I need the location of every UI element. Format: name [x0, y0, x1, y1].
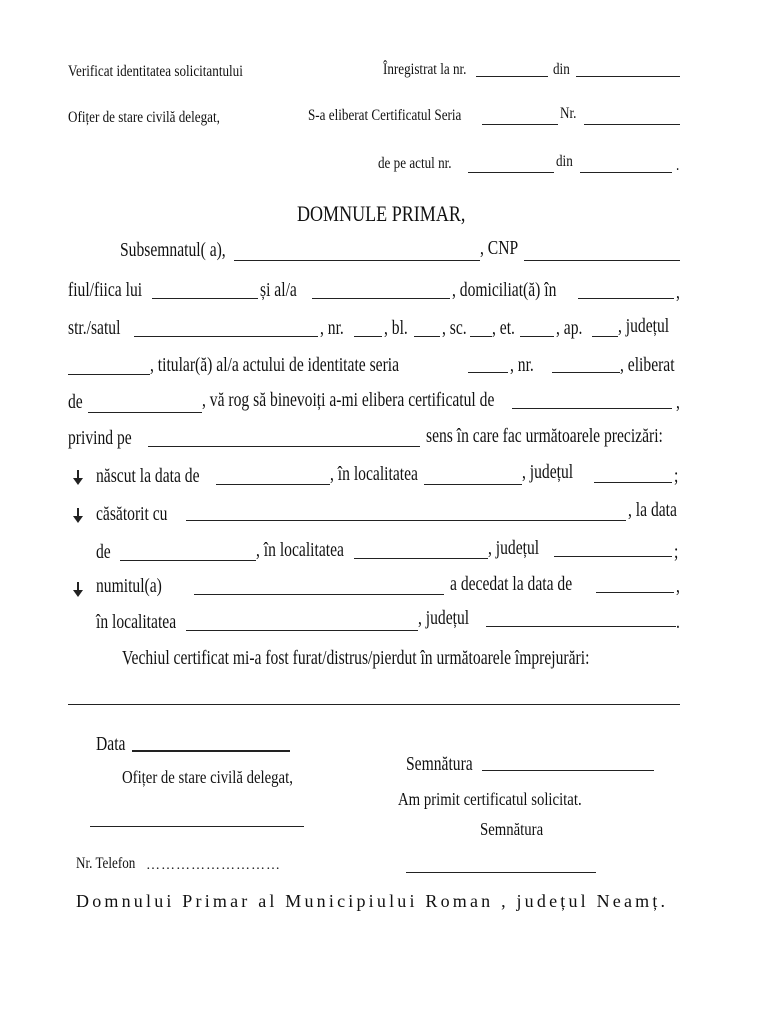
- registered-label: Înregistrat la nr.: [383, 61, 467, 78]
- floor-field[interactable]: [520, 336, 554, 337]
- phone-field[interactable]: ………………………: [146, 858, 281, 873]
- receiver-signature-field[interactable]: [406, 872, 596, 873]
- semicolon: ;: [674, 465, 679, 487]
- specifications-label: sens în care fac următoarele precizări:: [426, 425, 663, 447]
- born-date-label: născut la data de: [96, 465, 200, 487]
- circumstances-label: Vechiul certificat mi-a fost furat/distrus/pierdut în următoarele împrejurări:: [122, 647, 590, 669]
- cnp-label: , CNP: [480, 237, 519, 259]
- comma: ,: [676, 575, 680, 597]
- officer-label: Ofițer de stare civilă delegat,: [68, 109, 220, 126]
- death-locality-field[interactable]: [186, 630, 418, 631]
- officer-label-bottom: Ofițer de stare civilă delegat,: [122, 767, 293, 787]
- apartment-field[interactable]: [592, 336, 618, 337]
- regarding-field[interactable]: [148, 446, 420, 447]
- birth-locality-field[interactable]: [424, 484, 522, 485]
- id-holder-label: , titular(ă) al/a actului de identitate seria: [150, 354, 400, 376]
- registered-number-field[interactable]: [476, 76, 548, 77]
- issued-by-field[interactable]: [88, 412, 202, 413]
- de-label: de: [96, 541, 111, 563]
- certificate-type-field[interactable]: [512, 408, 672, 409]
- street-label: str./satul: [68, 317, 121, 339]
- page-title: DOMNULE PRIMAR,: [297, 201, 466, 226]
- act-date-field[interactable]: [580, 172, 672, 173]
- certificate-issued-label: S-a eliberat Certificatul Seria: [308, 107, 462, 124]
- mother-name-field[interactable]: [312, 298, 450, 299]
- death-locality-label: în localitatea: [96, 611, 177, 633]
- deceased-name-label: numitul(a): [96, 575, 162, 597]
- applicant-signature-field[interactable]: [482, 770, 654, 771]
- marriage-county-field[interactable]: [554, 556, 672, 557]
- id-nr-label: , nr.: [510, 354, 534, 376]
- signature-label-2: Semnătura: [480, 819, 544, 839]
- birth-county-field[interactable]: [594, 482, 672, 483]
- marriage-date-field[interactable]: [120, 560, 256, 561]
- applicant-name-field[interactable]: [234, 260, 480, 261]
- marriage-locality-field[interactable]: [354, 558, 488, 559]
- domicile-field[interactable]: [578, 298, 674, 299]
- deceased-date-label: a decedat la data de: [450, 573, 573, 595]
- birth-county-label: , județul: [522, 461, 574, 483]
- received-label: Am primit certificatul solicitat.: [398, 789, 582, 809]
- date-field[interactable]: [132, 750, 290, 752]
- act-number-label: de pe actul nr.: [378, 155, 452, 172]
- regarding-label: privind pe: [68, 427, 132, 449]
- arrow-down-icon: [72, 470, 84, 486]
- marriage-date-label: , la data: [628, 499, 677, 521]
- period: .: [676, 157, 680, 174]
- married-label: căsătorit cu: [96, 503, 168, 525]
- request-label: , vă rog să binevoiți a-mi elibera certificatul de: [202, 389, 495, 411]
- father-label: fiul/fiica lui: [68, 279, 143, 301]
- semicolon: ;: [674, 541, 679, 563]
- certificate-number-field[interactable]: [584, 124, 680, 125]
- signature-label: Semnătura: [406, 753, 473, 775]
- domicile-label: , domiciliat(ă) în: [452, 279, 557, 301]
- circumstances-field[interactable]: [68, 704, 680, 705]
- comma: ,: [676, 391, 680, 413]
- comma: ,: [676, 281, 680, 303]
- subsemnatul-label: Subsemnatul( a),: [120, 239, 226, 261]
- arrow-down-icon: [72, 508, 84, 524]
- cnp-field[interactable]: [524, 260, 680, 261]
- father-name-field[interactable]: [152, 298, 258, 299]
- registered-date-label: din: [553, 61, 570, 78]
- period: .: [676, 611, 680, 633]
- de-label: de: [68, 391, 83, 413]
- ap-label: , ap.: [556, 317, 583, 339]
- death-county-field[interactable]: [486, 626, 676, 627]
- verified-identity-label: Verificat identitatea solicitantului: [68, 63, 243, 80]
- bl-label: , bl.: [384, 317, 408, 339]
- deceased-name-field[interactable]: [194, 594, 444, 595]
- id-series-field[interactable]: [468, 372, 508, 373]
- date-label: Data: [96, 733, 126, 755]
- issued-by-label: , eliberat: [620, 354, 675, 376]
- officer-signature-field[interactable]: [90, 826, 304, 827]
- id-number-field[interactable]: [552, 372, 620, 373]
- registered-date-field[interactable]: [576, 76, 680, 77]
- marriage-locality-label: , în localitatea: [256, 539, 344, 561]
- county-field[interactable]: [68, 374, 150, 375]
- street-number-field[interactable]: [354, 336, 382, 337]
- arrow-down-icon: [72, 582, 84, 598]
- county-label: , județul: [618, 315, 670, 337]
- deceased-date-field[interactable]: [596, 592, 674, 593]
- birth-date-field[interactable]: [216, 484, 330, 485]
- certificate-nr-label: Nr.: [560, 105, 577, 122]
- mother-label: și al/a: [260, 279, 297, 301]
- marriage-county-label: , județul: [488, 537, 540, 559]
- et-label: , et.: [492, 317, 515, 339]
- street-field[interactable]: [134, 336, 318, 337]
- certificate-series-field[interactable]: [482, 124, 558, 125]
- addressee-line: Domnului Primar al Municipiului Roman , județul Neamț.: [76, 891, 669, 911]
- spouse-name-field[interactable]: [186, 520, 626, 521]
- birth-locality-label: , în localitatea: [330, 463, 418, 485]
- sc-label: , sc.: [442, 317, 467, 339]
- death-county-label: , județul: [418, 607, 470, 629]
- act-number-field[interactable]: [468, 172, 554, 173]
- stair-field[interactable]: [470, 336, 492, 337]
- phone-label: Nr. Telefon: [76, 855, 136, 872]
- block-field[interactable]: [414, 336, 440, 337]
- act-date-label: din: [556, 153, 573, 170]
- nr-label: , nr.: [320, 317, 344, 339]
